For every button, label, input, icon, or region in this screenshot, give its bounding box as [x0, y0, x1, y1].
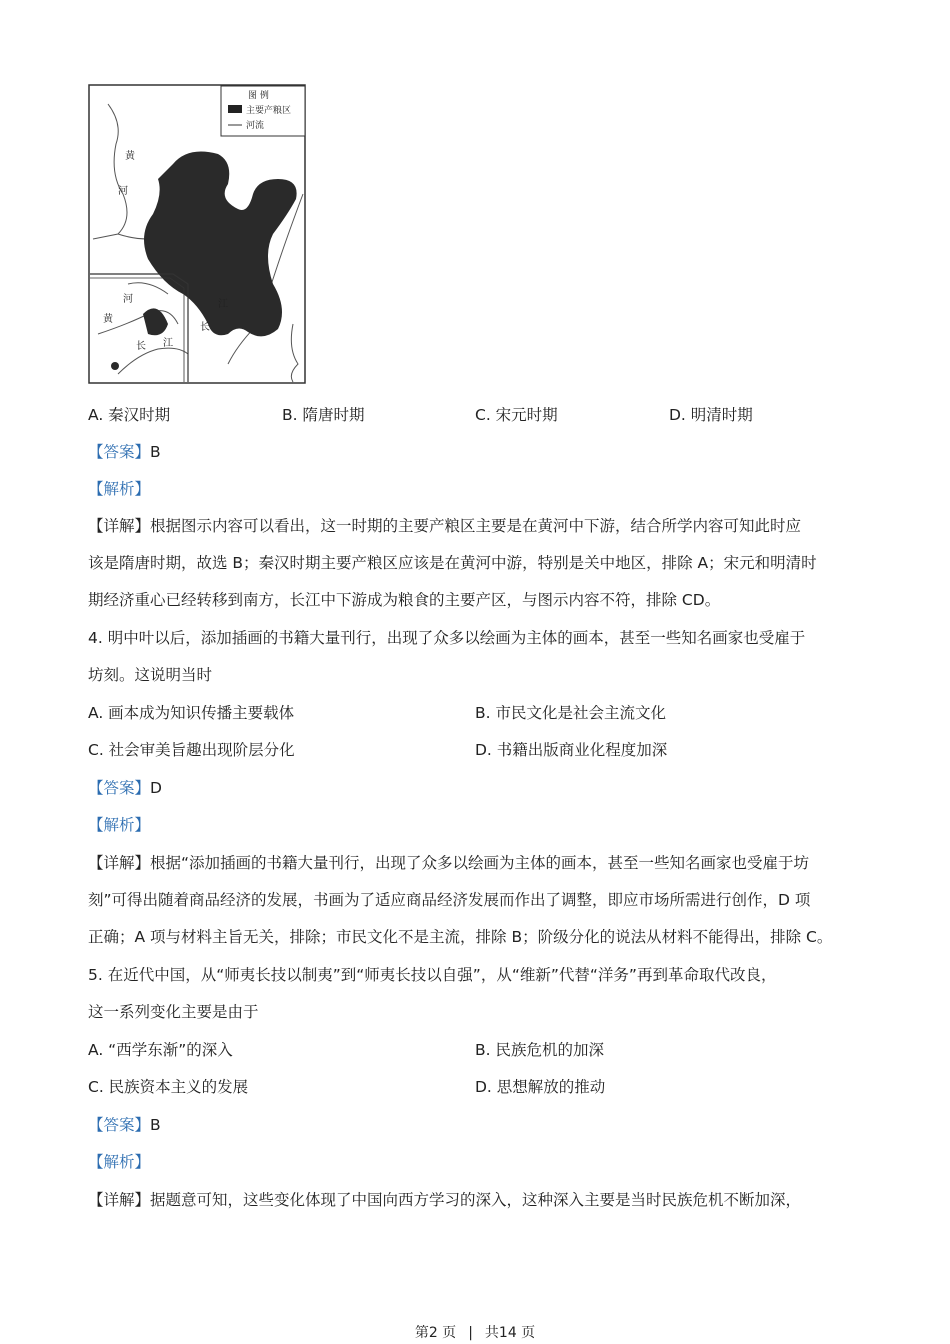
q5-answer [88, 1115, 161, 1135]
map-label-he-1: 河 [118, 186, 128, 197]
legend-river-label: 河流 [246, 121, 265, 131]
map-label-chang-2: 长 [136, 341, 146, 352]
q4-analysis-tag: 【解析】 [88, 816, 151, 834]
q5-detail-tag: 【详解】 [88, 1191, 151, 1209]
q3-detail-text-1: 根据图示内容可以看出，这一时期的主要产粮区主要是在黄河中下游，结合所学内容可知此时应 [150, 517, 802, 535]
q4-detail-tag: 【详解】 [88, 854, 151, 872]
q5-option-c: C. 民族资本主义的发展 [88, 1078, 249, 1096]
q5-option-a: A. “西学东渐”的深入 [88, 1041, 233, 1059]
q3-option-c: C. 宋元时期 [475, 406, 558, 424]
q3-analysis-tag: 【解析】 [88, 480, 151, 498]
q4-option-b: B. 市民文化是社会主流文化 [475, 704, 666, 722]
q5-detail-line-1 [88, 1190, 801, 1210]
q5-stem-line-2: 这一系列变化主要是由于 [88, 1003, 259, 1021]
q3-option-b: B. 隋唐时期 [282, 406, 365, 424]
q5-answer-value: B [150, 1116, 161, 1134]
q3-detail-tag: 【详解】 [88, 517, 151, 535]
legend-grain-label: 主要产粮区 [246, 106, 292, 116]
map-label-jiang-2: 江 [163, 338, 173, 349]
q3-option-d: D. 明清时期 [669, 406, 753, 424]
q4-answer-tag: 【答案】 [88, 779, 151, 797]
q3-detail-line-2: 该是隋唐时期，故选 B；秦汉时期主要产粮区应该是在黄河中游，特别是关中地区，排除 A；宋元和明清时 [88, 554, 817, 572]
q4-detail-line-1 [88, 853, 809, 873]
q3-answer-tag: 【答案】 [88, 443, 151, 461]
q4-option-c: C. 社会审美旨趣出现阶层分化 [88, 741, 295, 759]
q4-option-a: A. 画本成为知识传播主要载体 [88, 704, 295, 722]
q5-analysis-tag: 【解析】 [88, 1153, 151, 1171]
q4-detail-line-2: 刻”可得出随着商品经济的发展，书画为了适应商品经济发展而作出了调整，即应市场所需进行创作，D 项 [88, 891, 811, 909]
q3-detail-line-3: 期经济重心已经转移到南方，长江中下游成为粮食的主要产区，与图示内容不符，排除 CD。 [88, 591, 721, 609]
q4-stem-line-1: 4. 明中叶以后，添加插画的书籍大量刊行，出现了众多以绘画为主体的画本，甚至一些知名画家也受雇于 [88, 629, 806, 647]
grain-region-map [88, 84, 306, 384]
page-footer [0, 1322, 950, 1342]
q3-detail-line-1 [88, 516, 801, 536]
map-label-jiang-1: 江 [218, 299, 228, 310]
q3-answer-value: B [150, 443, 161, 461]
map-legend [221, 86, 305, 136]
q4-stem-line-2: 坊刻。这说明当时 [88, 666, 213, 684]
q5-stem-line-1: 5. 在近代中国，从“师夷长技以制夷”到“师夷长技以自强”，从“维新”代替“洋务”再到革命取代改良， [88, 966, 777, 984]
q4-detail-line-3: 正确；A 项与材料主旨无关，排除；市民文化不是主流，排除 B；阶级分化的说法从材料不能得出，排除 C。 [88, 928, 833, 946]
map-label-huang-2: 黄 [103, 314, 113, 325]
q5-detail-text-1: 据题意可知，这些变化体现了中国向西方学习的深入，这种深入主要是当时民族危机不断加深， [150, 1191, 802, 1209]
q4-answer-value: D [150, 779, 162, 797]
q5-option-b: B. 民族危机的加深 [475, 1041, 604, 1059]
q5-option-d: D. 思想解放的推动 [475, 1078, 606, 1096]
map-label-he-2: 河 [123, 294, 133, 305]
q4-detail-text-1: 根据“添加插画的书籍大量刊行，出现了众多以绘画为主体的画本，甚至一些知名画家也受雇于坊 [150, 854, 810, 872]
map-label-chang-1: 长 [200, 322, 210, 333]
footer-separator: | [468, 1325, 473, 1341]
footer-page-number: 第2 页 [414, 1325, 457, 1341]
q4-answer [88, 778, 162, 798]
footer-total-pages: 共14 页 [484, 1325, 536, 1341]
q5-answer-tag: 【答案】 [88, 1116, 151, 1134]
q3-option-a: A. 秦汉时期 [88, 406, 171, 424]
q4-option-d: D. 书籍出版商业化程度加深 [475, 741, 668, 759]
map-label-huang-1: 黄 [125, 151, 135, 162]
q3-answer [88, 442, 161, 462]
legend-title: 图 例 [248, 91, 269, 101]
